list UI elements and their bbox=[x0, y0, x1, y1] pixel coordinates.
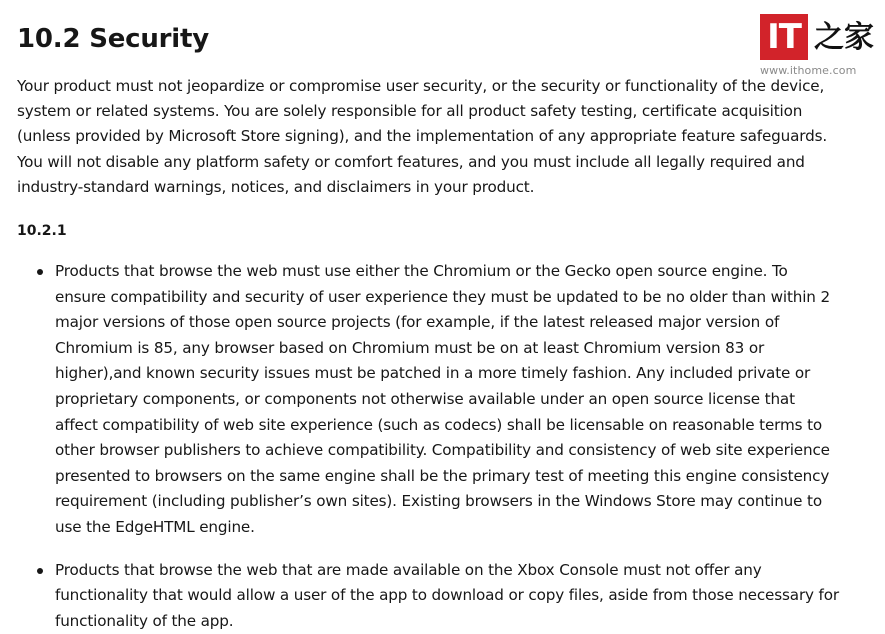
bullet-icon bbox=[37, 568, 43, 574]
list-item bbox=[17, 259, 842, 541]
subsection-title: 10.2.1 bbox=[17, 223, 67, 239]
requirements-list bbox=[17, 259, 842, 634]
list-item bbox=[17, 558, 842, 634]
intro-paragraph: Your product must not jeopardize or compromise user security, or the security or functionality of the device, system or related systems. You are solely responsible for all product safety testing, certificate acquisition (unless provided by Microsoft Store signing), and the implementation of any appropriate feature safeguards. You will not disable any platform safety or comfort features, and you must include all legally required and industry-standard warnings, notices, and disclaimers in your product. bbox=[17, 77, 828, 196]
watermark-url: www.ithome.com bbox=[760, 64, 857, 77]
list-item-text: Products that browse the web must use either the Chromium or the Gecko open source engine. To ensure compatibility and security of user experience they must be updated to be no older than within 2 major versions of those open source projects (for example, if the latest released major version of Chromium is 85, any browser based on Chromium must be on at least Chromium version 83 or higher),and known security issues must be patched in a more timely fashion. Any included private or proprietary components, or components not otherwise available under an open source license that affect compatibility of web site experience (such as codecs) shall be licensable on reasonable terms to other browser publishers to achieve compatibility. Compatibility and consistency of web site experience presented to browsers on the same engine shall be the primary test of meeting this engine consistency requirement (including publisher’s own sites). Existing browsers in the Windows Store may continue to use the EdgeHTML engine. bbox=[55, 262, 830, 536]
section-title: 10.2 Security bbox=[17, 24, 209, 54]
logo-it-text: IT bbox=[767, 17, 801, 57]
ithome-watermark bbox=[760, 14, 875, 84]
bullet-icon bbox=[37, 269, 43, 275]
list-item-text: Products that browse the web that are made available on the Xbox Console must not offer any functionality that would allow a user of the app to download or copy files, aside from those necessary for functionality of the app. bbox=[55, 560, 839, 630]
logo-cn-text: 之家 bbox=[814, 20, 874, 55]
